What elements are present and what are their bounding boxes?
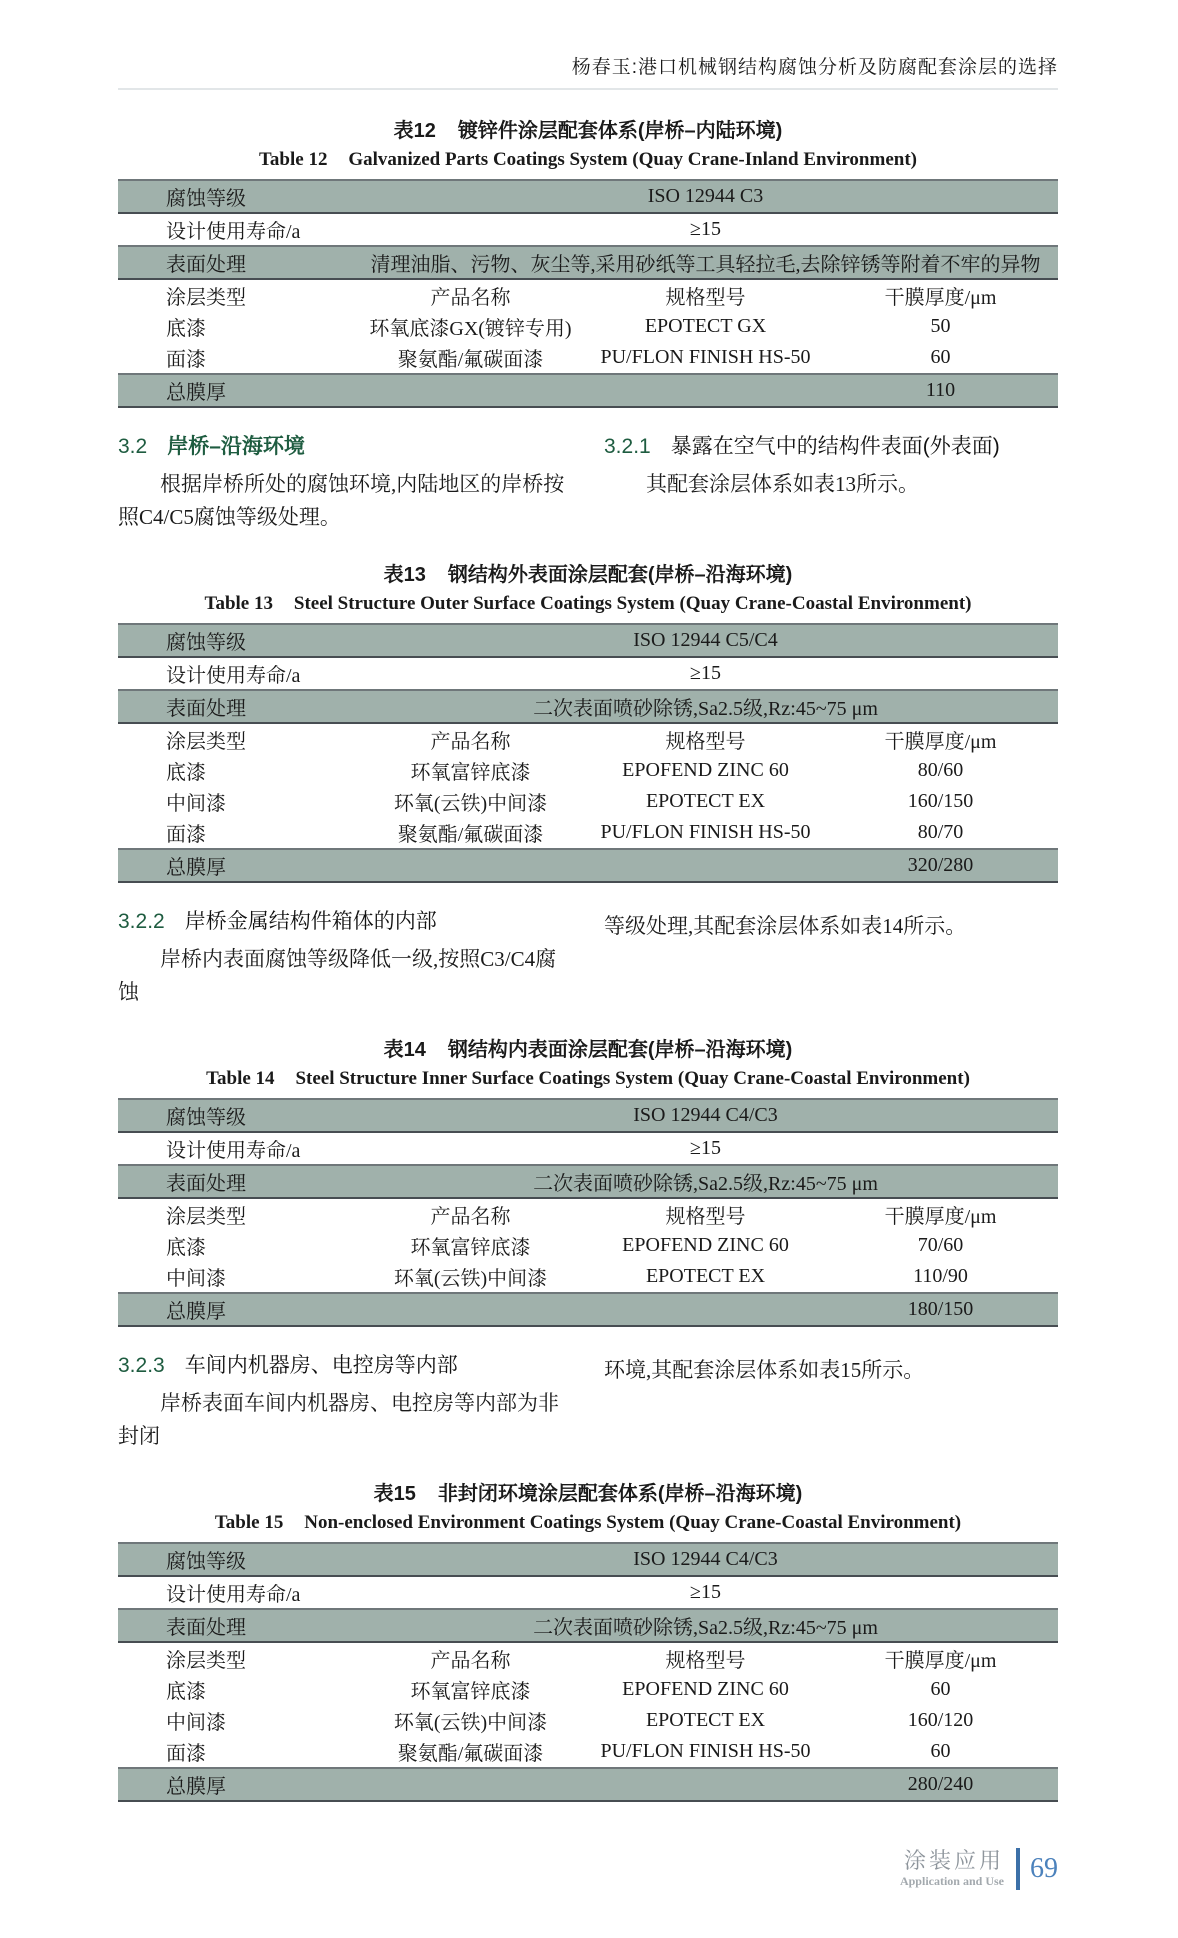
- table-15-title-en: Non-enclosed Environment Coatings System (Quay Crane-Coastal Environment): [304, 1512, 962, 1533]
- cell: 面漆: [166, 824, 206, 846]
- cell: 聚氨酯/氟碳面漆: [397, 824, 544, 846]
- cell: 产品名称: [430, 1650, 511, 1672]
- table-14: [118, 1098, 1058, 1327]
- table-row: [118, 180, 1058, 213]
- journal-section-en: Application and Use: [899, 1874, 1004, 1888]
- cell: ISO 12944 C4/C3: [353, 1099, 1058, 1132]
- cell: 表面处理: [118, 690, 353, 723]
- cell: 涂层类型: [166, 731, 246, 753]
- table-row: [118, 786, 1058, 817]
- cell: 规格型号: [665, 1206, 746, 1228]
- table-12-label-en: Table 12: [259, 149, 328, 170]
- cell: 110: [823, 374, 1058, 407]
- section-number: 3.2: [118, 435, 148, 458]
- table-12-label-zh: 表12: [393, 120, 436, 142]
- table-total-row: [118, 1768, 1058, 1801]
- table-total-row: [118, 1293, 1058, 1326]
- table-total-row: [118, 849, 1058, 882]
- table-12: [118, 179, 1058, 408]
- cell: 腐蚀等级: [118, 180, 353, 213]
- cell: EPOTECT EX: [645, 790, 766, 812]
- cell: EPOFEND ZINC 60: [622, 759, 789, 781]
- cell: 环氧富锌底漆: [410, 1237, 531, 1259]
- cell: ≥15: [690, 1581, 721, 1603]
- cell: 70/60: [917, 1234, 964, 1256]
- section-row-32: [118, 432, 1058, 534]
- table-15: [118, 1542, 1058, 1802]
- cell: 清理油脂、污物、灰尘等,采用砂纸等工具轻拉毛,去除锌锈等附着不牢的异物: [353, 246, 1058, 279]
- cell: 底漆: [166, 1681, 206, 1703]
- table-header-row: [118, 723, 1058, 755]
- cell: 180/150: [823, 1293, 1058, 1326]
- table-12-caption-zh: [118, 114, 1058, 143]
- table-row: [118, 817, 1058, 849]
- section-title: 暴露在空气中的结构件表面(外表面): [670, 435, 1000, 458]
- table-row: [118, 1261, 1058, 1293]
- cell: [353, 1768, 823, 1801]
- section-3-2-2-body: 岸桥内表面腐蚀等级降低一级,按照C3/C4腐蚀: [118, 947, 557, 1004]
- journal-section-brand: [900, 1849, 1004, 1889]
- running-header: [118, 52, 1058, 90]
- cell: 涂层类型: [166, 1650, 246, 1672]
- cell: 80/70: [917, 821, 964, 843]
- section-3-2-1-body: 其配套涂层体系如表13所示。: [646, 472, 919, 496]
- cell: 环氧富锌底漆: [410, 762, 531, 784]
- cell: 腐蚀等级: [118, 1543, 353, 1576]
- cell: 环氧(云铁)中间漆: [393, 1268, 548, 1290]
- cell: 产品名称: [430, 731, 511, 753]
- section-3-2-1: [604, 432, 1058, 534]
- cell: EPOTECT EX: [645, 1709, 766, 1731]
- table-row: [118, 1230, 1058, 1261]
- cell: 总膜厚: [118, 849, 353, 882]
- cell: 中间漆: [166, 1712, 226, 1734]
- table-13-caption-zh: [118, 558, 1058, 587]
- cell: 环氧底漆GX(镀锌专用): [369, 318, 572, 340]
- cell: 60: [930, 346, 951, 368]
- table-row: [118, 342, 1058, 374]
- table-total-row: [118, 374, 1058, 407]
- cell: [353, 849, 823, 882]
- cell: 产品名称: [430, 1206, 511, 1228]
- table-row: [118, 624, 1058, 657]
- cell: 总膜厚: [118, 374, 353, 407]
- table-row: [118, 1576, 1058, 1609]
- cell: 聚氨酯/氟碳面漆: [397, 349, 544, 371]
- cell: PU/FLON FINISH HS-50: [600, 821, 811, 843]
- table-13-title-zh: 钢结构外表面涂层配套(岸桥–沿海环境): [447, 564, 793, 586]
- cell: 面漆: [166, 349, 206, 371]
- cell: 160/150: [907, 790, 974, 812]
- table-row: [118, 213, 1058, 246]
- section-number: 3.2.3: [118, 1354, 165, 1377]
- cell: ≥15: [690, 1137, 721, 1159]
- cell: 中间漆: [166, 1268, 226, 1290]
- cell: ≥15: [690, 662, 721, 684]
- cell: 320/280: [823, 849, 1058, 882]
- table-header-row: [118, 1198, 1058, 1230]
- cell: 规格型号: [665, 1650, 746, 1672]
- table-row: [118, 1099, 1058, 1132]
- table-row: [118, 311, 1058, 342]
- cell: 50: [930, 315, 951, 337]
- footer-divider: [1016, 1848, 1020, 1890]
- cell: 280/240: [823, 1768, 1058, 1801]
- cell: 干膜厚度/μm: [884, 287, 997, 309]
- cell: 底漆: [166, 1237, 206, 1259]
- section-3-2-3: [118, 1351, 572, 1453]
- section-3-2-1-heading: [604, 432, 1058, 462]
- cell: 二次表面喷砂除锈,Sa2.5级,Rz:45~75 μm: [353, 1609, 1058, 1642]
- table-header-row: [118, 279, 1058, 311]
- table-15-label-en: Table 15: [214, 1512, 284, 1533]
- table-row: [118, 1165, 1058, 1198]
- page-footer: [118, 1848, 1058, 1938]
- cell: ≥15: [690, 218, 721, 240]
- cell: 110/90: [913, 1265, 968, 1287]
- table-15-title-zh: 非封闭环境涂层配套体系(岸桥–沿海环境): [437, 1483, 803, 1505]
- table-row: [118, 1609, 1058, 1642]
- section-number: 3.2.1: [604, 435, 651, 458]
- table-12-caption-en: [118, 149, 1058, 171]
- section-row-323: [118, 1351, 1058, 1453]
- cell: 涂层类型: [166, 1206, 246, 1228]
- cell: 80/60: [917, 759, 964, 781]
- table-row: [118, 1705, 1058, 1736]
- table-12-title-zh: 镀锌件涂层配套体系(岸桥–内陆环境): [457, 120, 783, 142]
- table-row: [118, 246, 1058, 279]
- cell: 干膜厚度/μm: [884, 731, 997, 753]
- table-row: [118, 755, 1058, 786]
- section-3-2-heading: [118, 432, 572, 462]
- table-row: [118, 1674, 1058, 1705]
- page-number: 69: [1030, 1853, 1058, 1884]
- cell: EPOTECT EX: [645, 1265, 766, 1287]
- cell: 干膜厚度/μm: [884, 1650, 997, 1672]
- table-14-title-en: Steel Structure Inner Surface Coatings System (Quay Crane-Coastal Environment): [295, 1068, 970, 1089]
- table-row: [118, 690, 1058, 723]
- cell: 60: [930, 1740, 951, 1762]
- cell: 面漆: [166, 1743, 206, 1765]
- table-14-label-en: Table 14: [206, 1068, 275, 1089]
- cell: 规格型号: [665, 287, 746, 309]
- section-3-2-2-heading: [118, 907, 572, 937]
- table-row: [118, 657, 1058, 690]
- cell: 二次表面喷砂除锈,Sa2.5级,Rz:45~75 μm: [353, 690, 1058, 723]
- cell: ISO 12944 C3: [353, 180, 1058, 213]
- cell: 表面处理: [118, 1165, 353, 1198]
- section-3-2-2-continuation: 等级处理,其配套涂层体系如表14所示。: [604, 914, 967, 938]
- cell: PU/FLON FINISH HS-50: [600, 346, 811, 368]
- section-title: 岸桥金属结构件箱体的内部: [184, 910, 437, 933]
- cell: 涂层类型: [166, 287, 246, 309]
- journal-section-zh: 涂装应用: [903, 1848, 1004, 1873]
- section-3-2-3-body: 岸桥表面车间内机器房、电控房等内部为非封闭: [118, 1391, 559, 1448]
- section-3-2-3-heading: [118, 1351, 572, 1381]
- cell: 总膜厚: [118, 1768, 353, 1801]
- table-12-title-en: Galvanized Parts Coatings System (Quay Crane-Inland Environment): [348, 149, 917, 170]
- cell: 产品名称: [430, 287, 511, 309]
- section-3-2-3-continuation-col: [604, 1351, 1058, 1453]
- table-14-caption-en: [118, 1068, 1058, 1090]
- section-title: 车间内机器房、电控房等内部: [184, 1354, 458, 1377]
- cell: 环氧富锌底漆: [410, 1681, 531, 1703]
- cell: EPOTECT GX: [644, 315, 767, 337]
- cell: [353, 374, 823, 407]
- table-row: [118, 1543, 1058, 1576]
- cell: 设计使用寿命/a: [166, 1140, 301, 1162]
- section-3-2-2-continuation-col: [604, 907, 1058, 1009]
- cell: 表面处理: [118, 246, 353, 279]
- section-title: 岸桥–沿海环境: [167, 435, 305, 458]
- section-3-2-3-continuation: 环境,其配套涂层体系如表15所示。: [604, 1358, 925, 1382]
- cell: ISO 12944 C5/C4: [353, 624, 1058, 657]
- cell: 160/120: [907, 1709, 974, 1731]
- table-14-caption-zh: [118, 1033, 1058, 1062]
- cell: 设计使用寿命/a: [166, 1584, 301, 1606]
- cell: 腐蚀等级: [118, 624, 353, 657]
- table-14-title-zh: 钢结构内表面涂层配套(岸桥–沿海环境): [447, 1039, 793, 1061]
- running-title: 杨春玉:港口机械钢结构腐蚀分析及防腐配套涂层的选择: [571, 57, 1058, 78]
- table-15-label-zh: 表15: [373, 1483, 416, 1505]
- section-3-2-body: 根据岸桥所处的腐蚀环境,内陆地区的岸桥按照C4/C5腐蚀等级处理。: [118, 472, 565, 529]
- cell: 环氧(云铁)中间漆: [393, 1712, 548, 1734]
- cell: 环氧(云铁)中间漆: [393, 793, 548, 815]
- cell: EPOFEND ZINC 60: [622, 1678, 789, 1700]
- cell: EPOFEND ZINC 60: [622, 1234, 789, 1256]
- cell: 60: [930, 1678, 951, 1700]
- cell: 设计使用寿命/a: [166, 665, 301, 687]
- cell: 中间漆: [166, 793, 226, 815]
- table-13-title-en: Steel Structure Outer Surface Coatings System (Quay Crane-Coastal Environment): [293, 593, 972, 614]
- table-row: [118, 1736, 1058, 1768]
- section-row-322: [118, 907, 1058, 1009]
- cell: 二次表面喷砂除锈,Sa2.5级,Rz:45~75 μm: [353, 1165, 1058, 1198]
- cell: 底漆: [166, 318, 206, 340]
- table-row: [118, 1132, 1058, 1165]
- table-14-label-zh: 表14: [383, 1039, 426, 1061]
- table-15-caption-en: [118, 1512, 1058, 1534]
- cell: 干膜厚度/μm: [884, 1206, 997, 1228]
- cell: PU/FLON FINISH HS-50: [600, 1740, 811, 1762]
- section-3-2-2: [118, 907, 572, 1009]
- section-3-2: [118, 432, 572, 534]
- table-header-row: [118, 1642, 1058, 1674]
- table-13: [118, 623, 1058, 883]
- cell: [353, 1293, 823, 1326]
- cell: 表面处理: [118, 1609, 353, 1642]
- cell: 腐蚀等级: [118, 1099, 353, 1132]
- section-number: 3.2.2: [118, 910, 165, 933]
- table-13-label-en: Table 13: [204, 593, 273, 614]
- cell: 聚氨酯/氟碳面漆: [397, 1743, 544, 1765]
- table-13-label-zh: 表13: [383, 564, 426, 586]
- cell: 规格型号: [665, 731, 746, 753]
- cell: 总膜厚: [118, 1293, 353, 1326]
- cell: 设计使用寿命/a: [166, 221, 301, 243]
- table-15-caption-zh: [118, 1477, 1058, 1506]
- cell: ISO 12944 C4/C3: [353, 1543, 1058, 1576]
- cell: 底漆: [166, 762, 206, 784]
- table-13-caption-en: [118, 593, 1058, 615]
